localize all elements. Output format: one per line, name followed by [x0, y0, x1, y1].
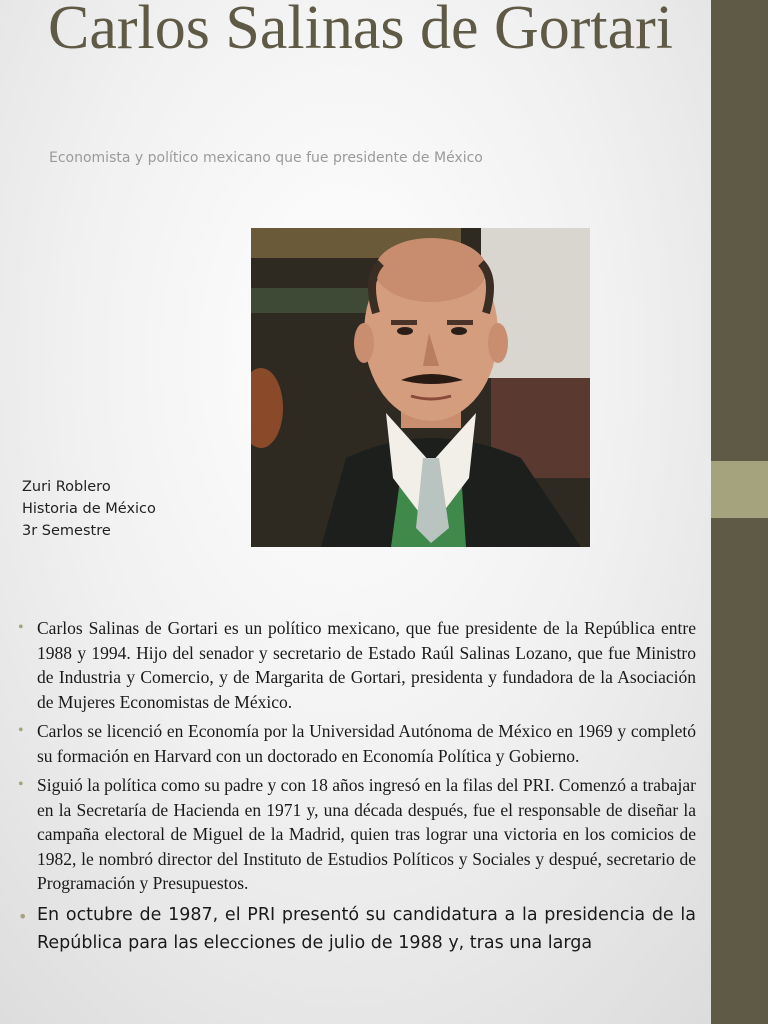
author-name: Zuri Roblero	[22, 479, 111, 495]
bullet-item: • Carlos se licenció en Economía por la Universidad Autónoma de México en 1969 y completó su formación en Harvard con un doctorado en Economía Política y Gobierno.	[18, 721, 696, 766]
bullet-dot-icon: •	[18, 619, 24, 636]
bullet-item: • En octubre de 1987, el PRI presentó su candidatura a la presidencia de la República para las elecciones de julio de 1988 y, tras una larga	[18, 904, 696, 953]
bullet-dot-icon: •	[18, 722, 24, 739]
slide-subtitle: Economista y político mexicano que fue presidente de México	[49, 150, 483, 166]
bullet-dot-icon: •	[18, 906, 28, 926]
author-course: Historia de México	[22, 501, 156, 517]
bullet-dot-icon: •	[18, 776, 24, 793]
slide-title: Carlos Salinas de Gortari	[48, 0, 674, 62]
bullet-item: • Siguió la política como su padre y con 18 años ingresó en la filas del PRI. Comenzó a trabajar en la Secretaría de Hacienda en 1971 y, una década después, fue el responsable de diseñar la campaña electoral de Miguel de la Madrid, quien tras lograr una victoria en los comicios de 1982, le nombró director del Instituto de Estudios Políticos y Sociales y despué, secretario de Programación y Presupuestos.	[18, 775, 696, 893]
bullet-list	[18, 616, 696, 962]
sidebar-accent-block	[711, 461, 768, 518]
portrait-photo	[251, 228, 590, 547]
author-info	[22, 476, 242, 542]
bullet-item: • Carlos Salinas de Gortari es un político mexicano, que fue presidente de la República entre 1988 y 1994. Hijo del senador y secretario de Estado Raúl Salinas Lozano, que fue Ministro de Industria y Comercio, y de Margarita de Gortari, presidenta y fundadora de la Asociación de Mujeres Economistas de México.	[18, 618, 696, 712]
author-semester: 3r Semestre	[22, 523, 111, 539]
